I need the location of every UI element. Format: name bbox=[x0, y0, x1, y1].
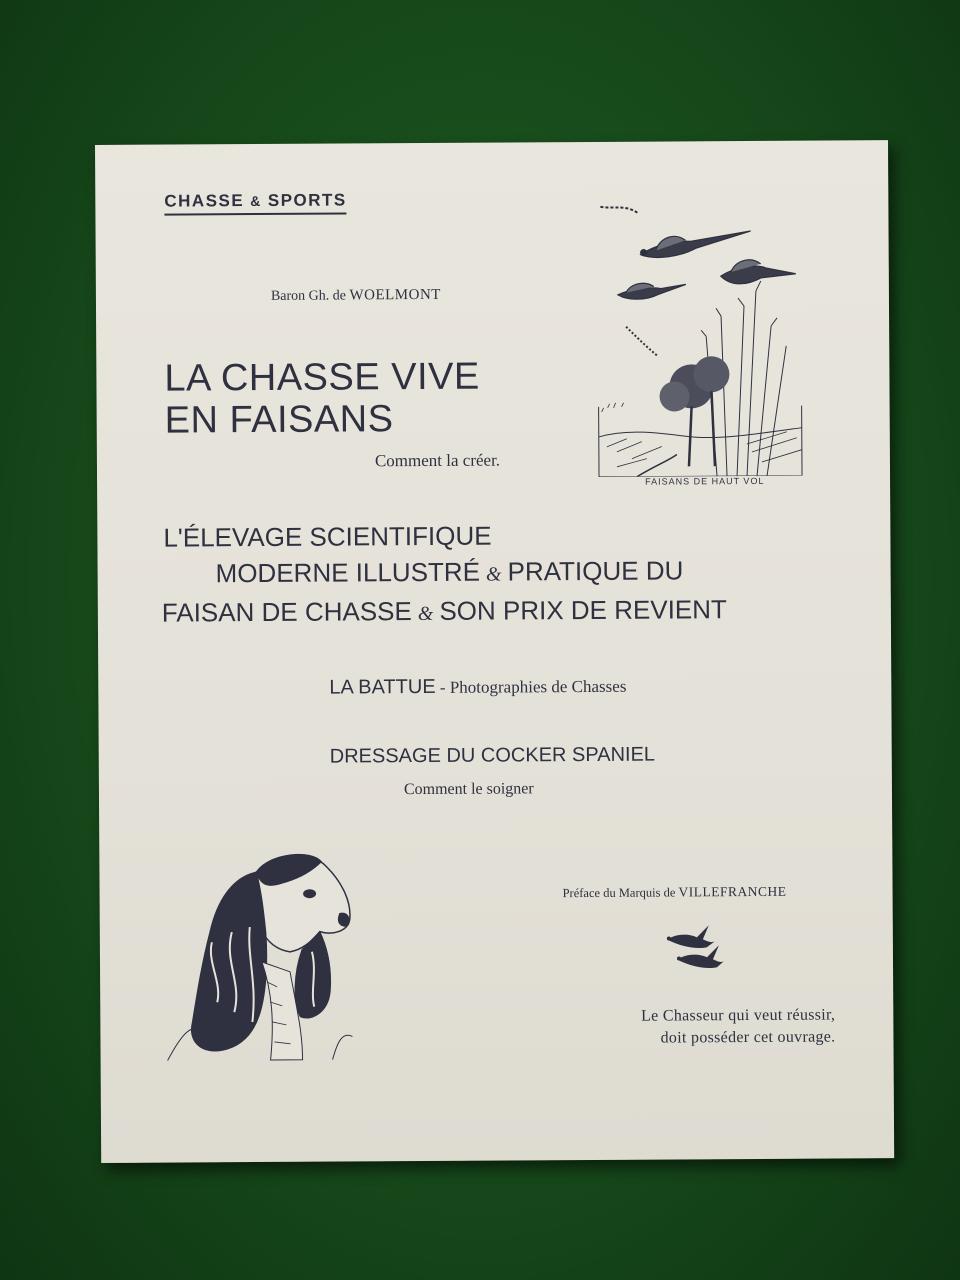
preface-line: Préface du Marquis de VILLEFRANCHE bbox=[562, 883, 787, 901]
elevage-line-3: FAISAN DE CHASSE & SON PRIX DE REVIENT bbox=[161, 594, 727, 628]
dressage-subtitle: Comment le soigner bbox=[403, 780, 534, 799]
elevage-block bbox=[161, 516, 727, 633]
book-cover bbox=[95, 140, 894, 1163]
cocker-spaniel-illustration bbox=[161, 831, 362, 1062]
battue-line: LA BATTUE - Photographies de Chasses bbox=[329, 675, 627, 699]
pheasants-landscape-illustration bbox=[595, 196, 807, 477]
book-title bbox=[164, 356, 480, 442]
dressage-heading: DRESSAGE DU COCKER SPANIEL bbox=[329, 743, 656, 768]
title-line-1: LA CHASSE VIVE bbox=[164, 355, 480, 400]
closing-statement: Le Chasseur qui veut réussir, doit posséder cet ouvrage. bbox=[641, 1006, 836, 1047]
series-label: CHASSE & SPORTS bbox=[164, 190, 347, 215]
author-line: Baron Gh. de WOELMONT bbox=[270, 286, 442, 304]
illustration-caption: FAISANS DE HAUT VOL bbox=[645, 475, 765, 487]
title-subtitle: Comment la créer. bbox=[374, 450, 501, 471]
elevage-line-2: MODERNE ILLUSTRÉ & PRATIQUE DU bbox=[215, 555, 684, 589]
elevage-line-1: L'ÉLEVAGE SCIENTIFIQUE bbox=[163, 520, 492, 553]
flying-ducks-icon bbox=[663, 919, 725, 971]
title-line-2: EN FAISANS bbox=[164, 398, 394, 442]
